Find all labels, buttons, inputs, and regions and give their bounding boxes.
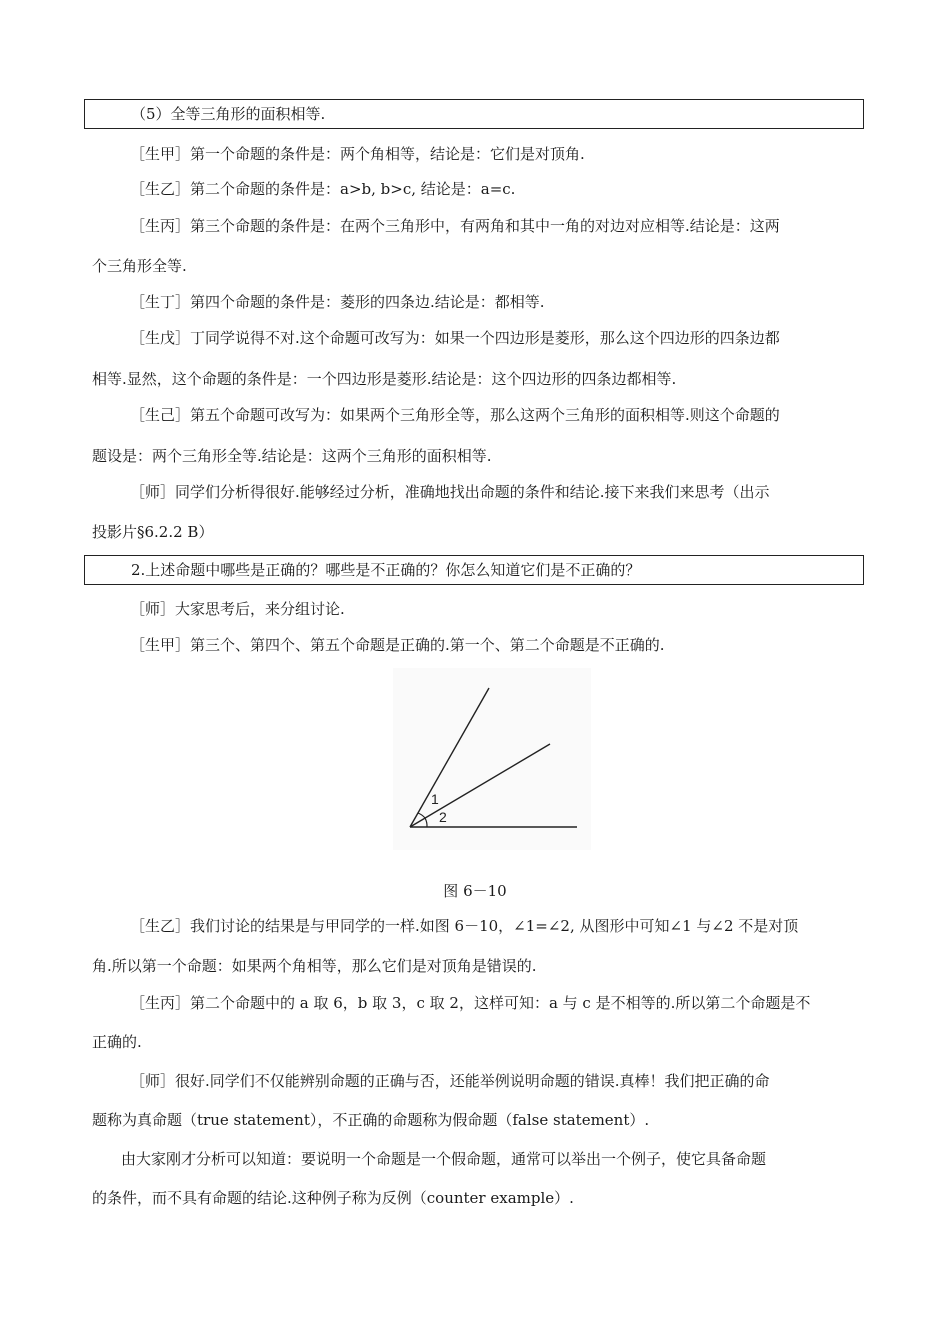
paragraph-student-b-2-line2: 角.所以第一个命题：如果两个角相等，那么它们是对顶角是错误的. xyxy=(92,957,537,975)
paragraph-student-f-line2: 题设是：两个三角形全等.结论是：这两个三角形的面积相等. xyxy=(92,447,492,465)
angle-diagram xyxy=(393,668,591,850)
paragraph-summary-line2: 的条件，而不具有命题的结论.这种例子称为反例（counter example）. xyxy=(92,1189,574,1207)
angle-figure xyxy=(393,668,591,850)
paragraph-teacher-2: ［师］大家思考后，来分组讨论. xyxy=(130,600,345,618)
paragraph-student-a-2: ［生甲］第三个、第四个、第五个命题是正确的.第一个、第二个命题是不正确的. xyxy=(130,636,665,654)
paragraph-student-c-2-line2: 正确的. xyxy=(92,1033,142,1051)
paragraph-summary-line1: 由大家刚才分析可以知道：要说明一个命题是一个假命题，通常可以举出一个例子，使它具备命题 xyxy=(121,1150,767,1168)
statement-text: （5）全等三角形的面积相等. xyxy=(131,105,326,123)
angle-arc-2 xyxy=(425,818,427,827)
paragraph-teacher-3-line1: ［师］很好.同学们不仅能辨别命题的正确与否，还能举例说明命题的错误.真棒！我们把正确的命 xyxy=(130,1072,770,1090)
figure-caption: 图 6－10 xyxy=(443,882,507,900)
paragraph-teacher-1-line1: ［师］同学们分析得很好.能够经过分析，准确地找出命题的条件和结论.接下来我们来思考（出示 xyxy=(130,483,770,501)
paragraph-student-f-line1: ［生己］第五个命题可改写为：如果两个三角形全等，那么这两个三角形的面积相等.则这个命题的 xyxy=(130,406,780,424)
paragraph-student-e-line1: ［生戊］丁同学说得不对.这个命题可改写为：如果一个四边形是菱形，那么这个四边形的四条边都 xyxy=(130,329,780,347)
angle-label-1: 1 xyxy=(431,791,439,807)
ray-upper xyxy=(410,688,489,827)
paragraph-student-d: ［生丁］第四个命题的条件是：菱形的四条边.结论是：都相等. xyxy=(130,293,545,311)
paragraph-student-c-line1: ［生丙］第三个命题的条件是：在两个三角形中，有两角和其中一角的对边对应相等.结论是：这两 xyxy=(130,217,780,235)
angle-label-2: 2 xyxy=(439,809,447,825)
question-box-2 xyxy=(84,555,864,585)
paragraph-teacher-1-line2: 投影片§6.2.2 B） xyxy=(92,523,214,541)
paragraph-student-c-2-line1: ［生丙］第二个命题中的 a 取 6，b 取 3，c 取 2，这样可知：a 与 c 是不相等的.所以第二个命题是不 xyxy=(130,994,811,1012)
question-text: 2.上述命题中哪些是正确的？哪些是不正确的？你怎么知道它们是不正确的？ xyxy=(131,561,641,579)
paragraph-student-a: ［生甲］第一个命题的条件是：两个角相等，结论是：它们是对顶角. xyxy=(130,145,585,163)
paragraph-student-c-line2: 个三角形全等. xyxy=(92,257,187,275)
paragraph-teacher-3-line2: 题称为真命题（true statement），不正确的命题称为假命题（false statement）. xyxy=(92,1111,650,1129)
paragraph-student-b-2-line1: ［生乙］我们讨论的结果是与甲同学的一样.如图 6－10，∠1=∠2, 从图形中可知∠1 与∠2 不是对顶 xyxy=(130,917,799,935)
angle-arc-1 xyxy=(418,813,425,818)
paragraph-student-e-line2: 相等.显然，这个命题的条件是：一个四边形是菱形.结论是：这个四边形的四条边都相等. xyxy=(92,370,677,388)
paragraph-student-b: ［生乙］第二个命题的条件是：a>b, b>c, 结论是：a=c. xyxy=(130,180,516,198)
ray-middle xyxy=(410,744,550,827)
statement-box-5 xyxy=(84,99,864,129)
